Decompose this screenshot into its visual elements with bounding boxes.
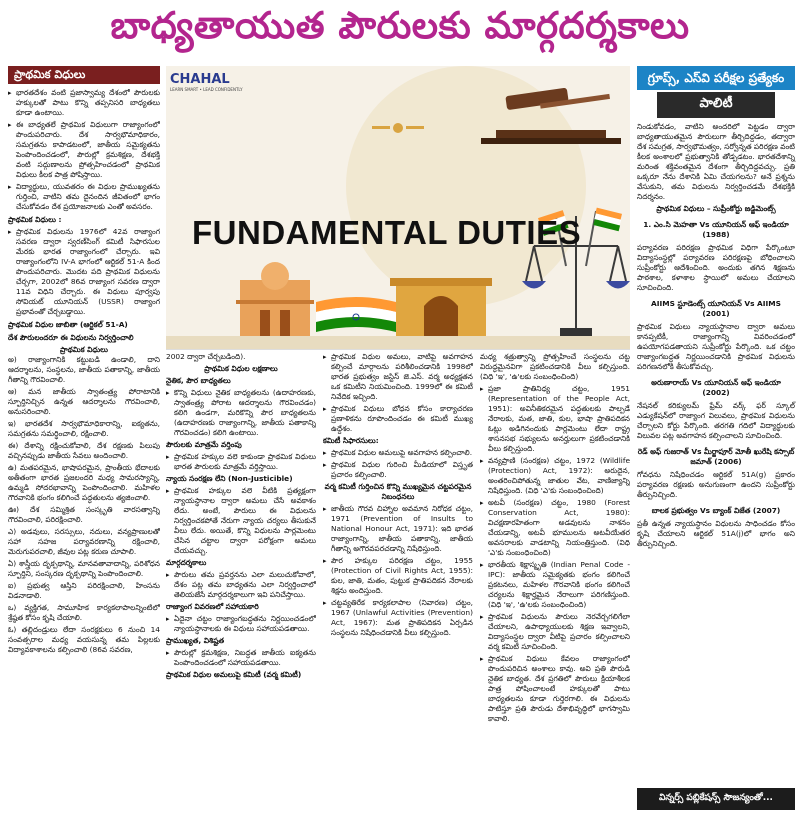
- list-item: ▸ ప్రాథమిక హక్కుల వలె కాకుండా ప్రాథమిక విధులు భారత పౌరులకు మాత్రమే వర్తిస్తాయి.: [166, 452, 316, 472]
- list-item: ▸ ప్రజా ప్రాతినిధ్య చట్టం, 1951 (Representation of the People Act, 1951): అవినీతికరమైన పద్ధతులకు పాల్పడే నేరాలకు, మత, జాతి, కుల, భాషా ప్రాతిపదికన ఓట్లు అడిగినందుకు పార్లమెంటు లేదా రాష్ట్ర శాసనసభ సభ్యులను అనర్హులుగా ప్రకటించడానికి వీలు కల్పిస్తుంది.: [480, 384, 630, 454]
- case-title: AIIMS స్టూడెంట్స్ యూనియన్ Vs AIIMS (2001): [651, 299, 781, 318]
- right-text: [637, 122, 795, 549]
- duty-item: ఈ) దేశాన్ని రక్షించుకోవాలి, దేశ రక్షణకు పిలుపు వచ్చినప్పుడు జాతీయ సేవలు అందించాలి.: [8, 441, 160, 460]
- list-item: ▸ ఏదైనా చట్టం రాజ్యాంగబద్ధతను నిర్ణయించడంలో న్యాయస్థానాలకు ఈ విధులు సహాయపడతాయి.: [166, 614, 316, 634]
- case-title: 1. ఎం.సి మెహతా Vs యూనియన్ ఆఫ్ ఇండియా (1988): [643, 220, 789, 239]
- list-item: ▸ భారతదేశం వంటి ప్రజాస్వామ్య దేశంలో పౌరులకు హక్కులతో పాటు కొన్ని తప్పనిసరి బాధ్యతలు కూడా ఉంటాయి.: [8, 88, 160, 118]
- continuation-text: మధ్య శత్రుత్వాన్ని ప్రోత్సహించే సంస్థలను చట్ట విరుద్ధమైనవిగా ప్రకటించడానికి వీలు కల్పిస్తుంది. (విధి 'ఇ', 'ఉ'లకు సంబంధించింది): [480, 352, 630, 381]
- center-column-2: [323, 352, 473, 810]
- duty-item: ఓ) తల్లిదండ్రులు లేదా సంరక్షకులు 6 నుంచి 14 సంవత్సరాల మధ్య వయసున్న తమ పిల్లలకు విద్యావకాశాలను కల్పించాలి (86వ సవరణ,: [8, 625, 160, 654]
- list-item: ▸ జాతీయ గౌరవ చిహ్నాల అవమాన నిరోధక చట్టం, 1971 (Prevention of Insults to National Honour Act, 1971): ఇది భారత రాజ్యాంగాన్ని, జాతీయ పతాకాన్ని, జాతీయ గీతాన్ని అగౌరవపరచడాన్ని నిషేధిస్తుంది.: [323, 504, 473, 554]
- duty-item: ఒ) వ్యక్తిగత, సామూహిక కార్యకలాపాలన్నింటిలో శ్రేష్ఠత కోసం కృషి చేయాలి.: [8, 603, 160, 622]
- case-text: పర్యావరణ పరిరక్షణ ప్రాథమిక విధిగా పేర్కొంటూ విద్యాసంస్థల్లో పర్యావరణ పరిరక్షణపై బోధించాలని సుప్రీంకోర్టు ఆదేశించింది. అందుకు తగిన శిక్షణను పాఠశాల, కళాశాల స్థాయిలో అమలు చేయాలని సూచించింది.: [637, 243, 795, 292]
- list-item: ▸ ప్రాథమిక విధులు బోధన కోసం కార్యాచరణ ప్రణాళికను రూపొందించడం ఈ కమిటీ ముఖ్య ఉద్దేశం.: [323, 404, 473, 434]
- list-item: ▸ కొన్ని విధులు నైతిక బాధ్యతలను (ఉదాహరణకు, స్వాతంత్ర్య పోరాట ఆదర్శాలను గౌరవించడం) కలిగి ఉండగా, మరికొన్ని పౌర బాధ్యతలను (ఉదాహరణకు రాజ్యాంగాన్ని, జాతీయ పతాకాన్ని గౌరవించడం) కలిగి ఉంటాయి.: [166, 388, 316, 438]
- list-item: ▸ ప్రాథమిక విధులు కేవలం రాజ్యాంగంలో పొందుపరిచిన అంశాలు కావు. అవి ప్రతి పౌరుడి నైతిక బాధ్యత. దేశ ప్రగతిలో పౌరులు క్రియాశీలక పాత్ర పోషించాలంటే హక్కులతో పాటు బాధ్యతలను కూడా గుర్తెరగాలి. ఈ విధులను పాటిస్తూ ప్రతి పౌరుడు దేశాభివృద్ధిలో భాగస్వామి కావాలి.: [480, 654, 630, 724]
- publisher-credit: విన్నర్స్ పబ్లికేషన్స్ సౌజన్యంతో...: [637, 788, 795, 810]
- duty-item: ఐ) ప్రభుత్వ ఆస్తిని పరిరక్షించాలి, హింసను విడనాడాలి.: [8, 581, 160, 600]
- list-item: ▸ ప్రాథమిక విధుల అమలు, వాటిపై అవగాహన కల్పించే మార్గాలను పరిశీలించడానికి 1998లో భారత ప్రభుత్వం జస్టిస్ జె.ఎస్. వర్మ అధ్యక్షతన ఒక కమిటీని నియమించింది. 1999లో ఈ కమిటీ నివేదిక ఇచ్చింది.: [323, 352, 473, 402]
- subheading: న్యాయ సంరక్షణ లేని (Non-Justicible): [166, 474, 293, 483]
- case-text: ప్రతీ ఉన్నత న్యాయస్థానం విధులను సాధించడం కోసం కృషి చేయాలని ఆర్టికల్ 51A(j)లో భాగం అని తీర్పునిచ్చింది.: [637, 519, 795, 548]
- list-item: ▸ వన్యప్రాణి (సంరక్షణ) చట్టం, 1972 (Wildlife (Protection) Act, 1972): అరుదైన, అంతరించిపోతున్న జాతుల వేట, వాణిజ్యాన్ని నిషేధిస్తుంది. (విధి 'ఎ'కు సంబంధించింది): [480, 456, 630, 496]
- subheading: దేశ పౌరులందరూ ఈ విధులను నిర్వర్తించాలి: [8, 333, 134, 342]
- subheading: వర్మ కమిటీ గుర్తించిన కొన్ని ముఖ్యమైన చట్టపరమైన నిబంధనలు: [324, 482, 472, 501]
- list-item: ▸ భారతీయ శిక్షాస్మృతి (Indian Penal Code - IPC): జాతీయ సమైక్యతకు భంగం కలిగించే ప్రకటనలు, మహిళల గౌరవానికి భంగం కలిగించే చర్యలను శిక్షార్హమైన నేరాలుగా పరిగణిస్తుంది. (విధి 'ఇ', 'ఉ'లకు సంబంధించింది): [480, 560, 630, 610]
- history-paragraph: ▸ ప్రాథమిక విధులను 1976లో 42వ రాజ్యాంగ సవరణ ద్వారా స్వరణ్‌సింగ్ కమిటీ సిఫారసుల మేరకు భారత రాజ్యాంగంలో చేర్చారు. ఇవి రాజ్యాంగంలోని IV-A భాగంలో ఆర్టికల్ 51-A కింద పొందుపరిచారు. మొదట పది ప్రాథమిక విధులను చేర్చగా, 2002లో 86వ రాజ్యాంగ సవరణ ద్వారా 11వ విధిని చేర్చారు. ఈ విధులు పూర్వపు సోవియట్ యూనియన్ (USSR) రాజ్యాంగ ప్రభావంతో చేర్చబడ్డాయి.: [8, 227, 160, 317]
- duty-item: ఏ) శాస్త్రీయ దృక్పథాన్ని, మానవతావాదాన్ని, పరిశోధన స్ఫూర్తిని, సంస్కరణ దృక్పథాన్ని పెంపొందించాలి.: [8, 559, 160, 578]
- case-title: బాలక ప్రభుత్వం Vs బ్యాంక్ విజేత (2007): [651, 506, 781, 515]
- list-item: ▸ పౌర హక్కుల పరిరక్షణ చట్టం, 1955 (Protection of Civil Rights Act, 1955): కుల, జాతి, మతం, పుట్టుక ప్రాతిపదికన నేరాలకు శిక్షను అందిస్తుంది.: [323, 556, 473, 596]
- subheading: ప్రాముఖ్యత, విశిష్టత: [166, 636, 225, 645]
- page-headline: బాధ్యతాయుత పౌరులకు మార్గదర్శకాలు: [110, 4, 690, 47]
- case-text: గోవధను నిషేధించడం ఆర్టికల్ 51A(g) ప్రకారం పర్యావరణ రక్షణకు అనుగుణంగా ఉందని సుప్రీంకోర్టు తీర్పునిచ్చింది.: [637, 470, 795, 499]
- subheading: ప్రాథమిక విధులు: [60, 345, 108, 354]
- subheading: రాజ్యాంగ వివరణలో సహాయకారి: [166, 602, 259, 611]
- list-item: ▸ అటవీ (సంరక్షణ) చట్టం, 1980 (Forest Conservation Act, 1980): విచక్షణారహితంగా అడవులను నాశనం చేయడాన్ని, అటవీ భూములను అటవీయేతర అవసరాలకు వాడటాన్ని నియంత్రిస్తుంది. (విధి 'ఎ'కు సంబంధించింది): [480, 498, 630, 558]
- duty-item: ఆ) మన జాతీయ స్వాతంత్ర్య పోరాటానికి స్ఫూర్తినిచ్చిన ఉన్నత ఆదర్శాలను గౌరవించాలి, అనుసరించాలి.: [8, 387, 160, 416]
- right-column: [637, 66, 795, 810]
- duty-item: అ) రాజ్యాంగానికి కట్టుబడి ఉండాలి, దాని ఆదర్శాలను, సంస్థలను, జాతీయ పతాకాన్ని, జాతీయ గీతాన్ని గౌరవించాలి.: [8, 355, 160, 384]
- subheading: ప్రాథమిక విధులు :: [8, 215, 62, 224]
- subheading: ప్రాథమిక విధులు – సుప్రీంకోర్టు జడ్జిమెంట్స్: [656, 204, 776, 213]
- duty-item: ఉ) మతపరమైన, భాషాపరమైన, ప్రాంతీయ భేదాలకు అతీతంగా భారత ప్రజలందరి మధ్య సామరస్యాన్ని, ఉమ్మడి సోదరభావాన్ని పెంపొందించాలి. మహిళల గౌరవానికి భంగం కలిగించే పద్ధతులను త్యజించాలి.: [8, 463, 160, 502]
- duties-list: [8, 355, 160, 655]
- list-item: ▸ పౌరులు తమ ప్రవర్తనను ఎలా మలుచుకోవాలో, దేశం పట్ల తమ బాధ్యతను ఎలా నిర్వర్తించాలో తెలియజేసే మార్గదర్శకాలుగా ఇవి పనిచేస్తాయి.: [166, 570, 316, 600]
- chahal-logo: CHAHAL LEARN SMART • LEAD CONFIDENTLY: [170, 72, 243, 92]
- center-column-3: [480, 352, 630, 810]
- subheading: నైతిక, పౌర బాధ్యతలు: [166, 376, 231, 385]
- monument-icon: [236, 262, 314, 336]
- list-item: ▸ విద్యార్థులు, యువతరం ఈ విధుల ప్రాముఖ్యతను గుర్తించి, వాటిని తమ దైనందిన జీవితంలో భాగం చేసుకోవడం దేశ ప్రయోజనాలకు ఎంతో అవసరం.: [8, 182, 160, 212]
- banner-illustration: [166, 66, 630, 350]
- subheading: ప్రాథమిక విధుల అమలుపై కమిటీ (వర్మ కమిటీ): [166, 670, 302, 679]
- duty-item: ఊ) దేశ సమ్మిశ్రిత సంస్కృతి వారసత్వాన్ని గౌరవించాలి, పరిరక్షించాలి.: [8, 505, 160, 524]
- exam-special-banner: గ్రూప్స్, ఎస్‌వి పరీక్షల ప్రత్యేకం: [637, 66, 795, 90]
- left-column: [8, 66, 160, 810]
- intro-paragraph: నిండుకోవడం, వాటిని అందరిలో పెట్టడం ద్వారా బాధ్యతాయుతమైన పౌరులుగా తీర్చిదిద్దడం, తద్వారా దేశ సమగ్రత, సార్వభౌమత్వం, సర్వోన్నత పరిరక్షణ వంటి కీలక అంశాలలో ప్రభుత్వానికి తోడ్పడటం. భారతదేశాన్ని మరింత శక్తివంతమైన దేశంగా తీర్చిదిద్దవచ్చు. ప్రతి ఒక్కరూ నేను దేశానికి ఏమి చేయగలను? అనే ప్రశ్నను వేసుకుని, తమ విధులను నిర్వర్తించడమే దేశభక్తికి నిదర్శనం.: [637, 122, 795, 201]
- case-title: రెడ్ అఫ్ గుజరాత్ Vs మీర్జాపూర్ మోతీ ఖురేషి కస్సాబ్ జమాత్ (2006): [637, 447, 795, 466]
- center-columns: [166, 352, 630, 810]
- case-text: నేషనల్ కరిక్యులమ్ ఫ్రేమ్ వర్క్ ఫర్ స్కూల్ ఎడ్యుకేషన్‌లో రాజ్యాంగ విలువలు, ప్రాథమిక విధులను చేర్చాలని కోర్టు పేర్కొంది. తరగతి గదిలో విద్యార్థులకు విలువల పట్ల అవగాహన కల్పించాలని సూచించింది.: [637, 401, 795, 440]
- india-gate-icon: [390, 278, 492, 336]
- subheading: మార్గదర్శకాలు: [166, 558, 207, 567]
- case-text: ప్రాథమిక విధులు న్యాయస్థానాల ద్వారా అమలు కానప్పటికీ, రాజ్యాంగాన్ని వివరించడంలో ఉపయోగపడతాయని సుప్రీంకోర్టు పేర్కొంది. ఒక చట్టం రాజ్యాంగబద్ధత నిర్ణయించడానికి ప్రాథమిక విధులను పరిగణనలోకి తీసుకోవచ్చు.: [637, 322, 795, 371]
- section-header: ప్రాథమిక విధులు: [8, 66, 160, 84]
- list-item: ▸ ప్రాథమిక విధుల గురించి మీడియాలో విస్తృత ప్రచారం కల్పించాలి.: [323, 460, 473, 480]
- list-item: ▸ చట్టవ్యతిరేక కార్యకలాపాల (నివారణ) చట్టం, 1967 (Unlawful Activities (Prevention) Act, 1967): మత ప్రాతిపదికన ఏర్పడిన సంస్థలను నిషేధించడానికి వీలు కల్పిస్తుంది.: [323, 598, 473, 638]
- section-subhead: పాలిటీ: [657, 92, 775, 118]
- continuation-text: 2002 ద్వారా చేర్చబడింది).: [166, 352, 246, 361]
- case-title: అరుణారాయ్ Vs యూనియన్ ఆఫ్ ఇండియా (2002): [651, 378, 781, 397]
- center-column-1: [166, 352, 316, 810]
- duty-item: ఇ) భారతదేశ సార్వభౌమాధికారాన్ని, ఐక్యతను, సమగ్రతను సమర్థించాలి, రక్షించాలి.: [8, 419, 160, 438]
- duty-item: ఎ) అడవులు, సరస్సులు, నదులు, వన్యప్రాణులతో సహా సహజ పర్యావరణాన్ని రక్షించాలి, మెరుగుపరచాలి, జీవుల పట్ల కరుణ చూపాలి.: [8, 527, 160, 556]
- list-item: ▸ పౌరుల్లో క్రమశిక్షణ, నిబద్ధత జాతీయ ఐక్యతను పెంపొందించడంలో సహాయపడతాయి.: [166, 648, 316, 668]
- banner-artwork: [166, 66, 630, 350]
- list-item: ▸ ప్రాథమిక విధుల అమలుపై అవగాహన కల్పించాలి.: [323, 448, 473, 458]
- subheading: పౌరులకు మాత్రమే వర్తింపు: [166, 440, 242, 449]
- list-item: ▸ ఈ బాధ్యతలే ప్రాథమిక విధులుగా రాజ్యాంగంలో పొందుపరిచారు. దేశ సార్వభౌమాధికారం, సమగ్రతను కాపాడటంలో, జాతీయ సమైక్యతను పెంపొందించడంలో, పౌరుల్లో క్రమశిక్షణ, దేశభక్తి వంటి సద్గుణాలను ప్రోత్సహించడంలో ప్రాథమిక విధులు కీలక పాత్ర పోషిస్తాయి.: [8, 120, 160, 180]
- banner-title: FUNDAMENTAL DUTIES: [192, 214, 582, 251]
- list-item: ▸ ప్రాథమిక హక్కుల వలె వీటికి ప్రత్యక్షంగా న్యాయస్థానాల ద్వారా అమలు చేసే అవకాశం లేదు. అంటే, పౌరులు ఈ విధులను నిర్వర్తించకపోతే నేరుగా న్యాయ చర్యలు తీసుకునే వీలు లేదు. అయితే, కొన్ని విధులను పార్లమెంటు చేసిన చట్టాల ద్వారా పరోక్షంగా అమలు చేయవచ్చు.: [166, 486, 316, 556]
- intro-list: [8, 88, 160, 212]
- subheading: కమిటీ సిఫారసులు:: [323, 436, 379, 445]
- subheading: ప్రాథమిక విధుల జాబితా (ఆర్టికల్ 51-A): [8, 320, 128, 329]
- list-item: ▸ ప్రాథమిక విధులను పౌరులు నెరవేర్చగలిగేలా చేయాలని, ఉపాధ్యాయులకు శిక్షణ ఇవ్వాలని, విద్యాసంస్థల ద్వారా వీటిపై ప్రచారం కల్పించాలని వర్మ కమిటీ సూచించింది.: [480, 612, 630, 652]
- subheading: ప్రాథమిక విధుల లక్షణాలు: [204, 364, 278, 373]
